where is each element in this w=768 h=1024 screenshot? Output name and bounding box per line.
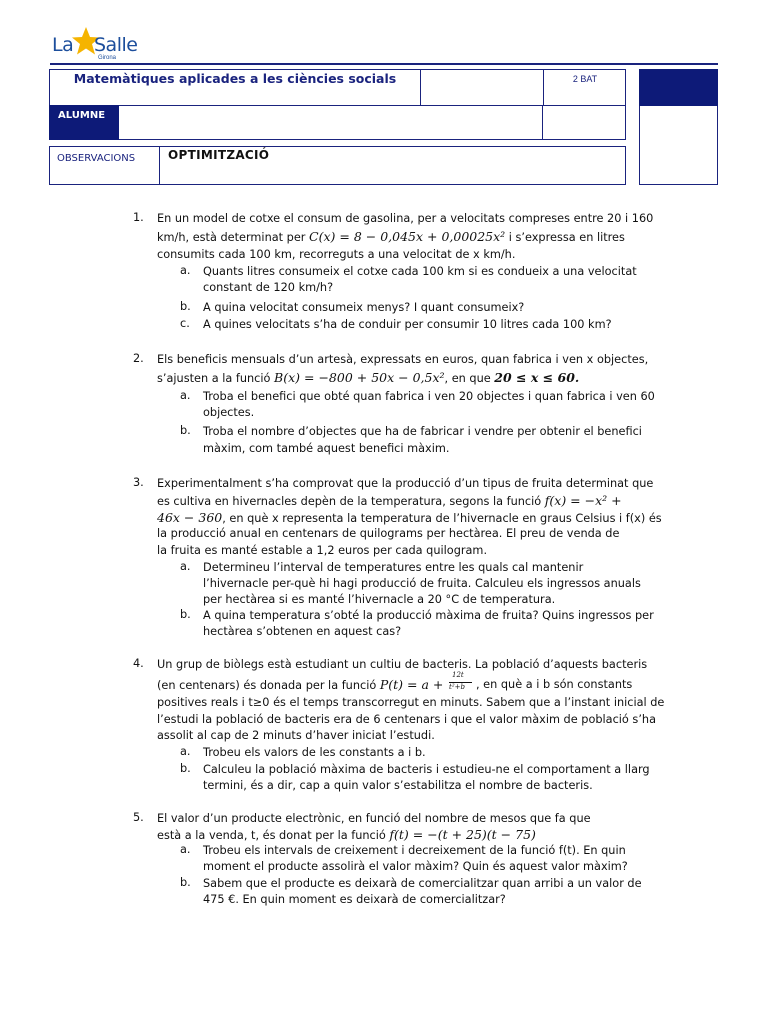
problem-text-line bbox=[157, 370, 579, 386]
formula: P(t) = a + bbox=[379, 677, 444, 692]
item-text: Determineu l’interval de temperatures entre les quals cal mantenir bbox=[203, 561, 584, 574]
observations-label: OBSERVACIONS bbox=[57, 153, 136, 164]
domain: 20 ≤ x ≤ 60. bbox=[494, 370, 580, 385]
formula: f(t) = −(t + 25)(t − 75) bbox=[389, 827, 536, 842]
problem-number: 5. bbox=[133, 811, 144, 824]
problem-text: , en què a i b són constants bbox=[476, 678, 633, 691]
item-text: Troba el nombre d’objectes que ha de fabricar i vendre per obtenir el benefici bbox=[203, 425, 642, 438]
problem-text: està a la venda, t, és donat per la funció bbox=[157, 829, 386, 842]
problem-text: Els beneficis mensuals d’un artesà, expressats en euros, quan fabrica i ven x objectes, bbox=[157, 353, 649, 366]
formula: 46x − 360 bbox=[157, 510, 223, 525]
problem-text: i s’expressa en litres bbox=[505, 231, 625, 244]
problem-text: , en què x representa la temperatura de l’hivernacle en graus Celsius i f(x) és bbox=[222, 512, 662, 525]
formula: f(x) = −x² + bbox=[544, 493, 622, 508]
problem-text: Un grup de biòlegs està estudiant un cultiu de bacteris. La població d’aquests bacteris bbox=[157, 658, 648, 671]
problem-number: 1. bbox=[133, 211, 144, 224]
item-letter: b. bbox=[180, 300, 191, 313]
topic-title: OPTIMITZACIÓ bbox=[168, 148, 270, 162]
item-text: moment el producte assolirà el valor màxim? Quin és aquest valor màxim? bbox=[203, 860, 628, 873]
item-letter: a. bbox=[180, 389, 191, 402]
problem-text: l’estudi la població de bacteris era de 6 centenars i que el valor màxim de població s’ha bbox=[157, 713, 656, 726]
problem-text-line bbox=[157, 827, 536, 843]
problem-number: 4. bbox=[133, 657, 144, 670]
item-letter: b. bbox=[180, 876, 191, 889]
item-letter: c. bbox=[180, 317, 190, 330]
problem-text-line bbox=[157, 510, 662, 526]
problem-text: El valor d’un producte electrònic, en funció del nombre de mesos que fa que bbox=[157, 812, 591, 825]
problem-text: la producció anual en centenars de quilograms per hectàrea. El preu de venda de bbox=[157, 527, 620, 540]
level-label: 2 BAT bbox=[572, 74, 598, 84]
item-text: A quina velocitat consumeix menys? I quant consumeix? bbox=[203, 301, 525, 314]
problem-text: km/h, està determinat per bbox=[157, 231, 306, 244]
item-text: Quants litres consumeix el cotxe cada 100 km si es condueix a una velocitat bbox=[203, 265, 637, 278]
problem-text-line bbox=[157, 493, 622, 509]
item-text: Calculeu la població màxima de bacteris i estudieu-ne el comportament a llarg bbox=[203, 763, 650, 776]
item-text: màxim, com també aquest benefici màxim. bbox=[203, 442, 450, 455]
formula: C(x) = 8 − 0,045x + 0,00025x² bbox=[309, 229, 506, 244]
logo-name-right: Salle bbox=[94, 34, 138, 56]
problem-text: Experimentalment s’ha comprovat que la producció d’un tipus de fruita determinat que bbox=[157, 477, 654, 490]
student-label: ALUMNE bbox=[58, 110, 106, 121]
fraction-numerator: 12t bbox=[452, 671, 464, 679]
item-letter: a. bbox=[180, 843, 191, 856]
item-letter: a. bbox=[180, 560, 191, 573]
item-letter: b. bbox=[180, 608, 191, 621]
problem-text: la fruita es manté estable a 1,2 euros per cada quilogram. bbox=[157, 544, 488, 557]
problem-number: 2. bbox=[133, 352, 144, 365]
problem-text-line bbox=[157, 677, 443, 693]
fraction-denominator: t²+b bbox=[449, 683, 465, 691]
problem-text: s’ajusten a la funció bbox=[157, 372, 271, 385]
item-letter: a. bbox=[180, 264, 191, 277]
item-letter: a. bbox=[180, 745, 191, 758]
item-text: 475 €. En quin moment es deixarà de comercialitzar? bbox=[203, 893, 506, 906]
item-letter: b. bbox=[180, 762, 191, 775]
item-text: Sabem que el producte es deixarà de comercialitzar quan arribi a un valor de bbox=[203, 877, 642, 890]
logo-subtitle: Girona bbox=[98, 55, 117, 61]
item-text: termini, és a dir, cap a quin valor s’estabilitza el nombre de bacteris. bbox=[203, 779, 593, 792]
item-text: l’hivernacle per-què hi hagi producció de fruita. Calculeu els ingressos anuals bbox=[203, 577, 641, 590]
item-text: per hectàrea si es manté l’hivernacle a 20 °C de temperatura. bbox=[203, 593, 556, 606]
problem-text: assolit al cap de 2 minuts d’haver iniciat l’estudi. bbox=[157, 729, 435, 742]
problem-text: consumits cada 100 km, recorreguts a una velocitat de x km/h. bbox=[157, 248, 516, 261]
subject-title: Matemàtiques aplicades a les ciències socials bbox=[73, 71, 397, 86]
problem-text: , en que bbox=[444, 372, 491, 385]
item-text: A quina temperatura s’obté la producció màxima de fruita? Quins ingressos per bbox=[203, 609, 654, 622]
formula: B(x) = −800 + 50x − 0,5x² bbox=[274, 370, 445, 385]
item-text: constant de 120 km/h? bbox=[203, 281, 334, 294]
problem-number: 3. bbox=[133, 476, 144, 489]
problem-text: es cultiva en hivernacles depèn de la temperatura, segons la funció bbox=[157, 495, 542, 508]
item-text: Trobeu els valors de les constants a i b. bbox=[203, 746, 426, 759]
item-text: Trobeu els intervals de creixement i decreixement de la funció f(t). En quin bbox=[203, 844, 626, 857]
logo-name-left: La bbox=[52, 34, 74, 56]
item-text: hectàrea s’obtenen en aquest cas? bbox=[203, 625, 402, 638]
item-text: A quines velocitats s’ha de conduir per consumir 10 litres cada 100 km? bbox=[203, 318, 612, 331]
problem-text: En un model de cotxe el consum de gasolina, per a velocitats compreses entre 20 i 160 bbox=[157, 212, 654, 225]
item-text: objectes. bbox=[203, 406, 255, 419]
problem-text: positives reals i t≥0 és el temps transcorregut en minuts. Sabem que a l’instant inicial de bbox=[157, 696, 665, 709]
item-letter: b. bbox=[180, 424, 191, 437]
item-text: Troba el benefici que obté quan fabrica i ven 20 objectes i quan fabrica i ven 60 bbox=[203, 390, 655, 403]
problem-text-line bbox=[157, 229, 625, 245]
problem-text: (en centenars) és donada per la funció bbox=[157, 679, 377, 692]
